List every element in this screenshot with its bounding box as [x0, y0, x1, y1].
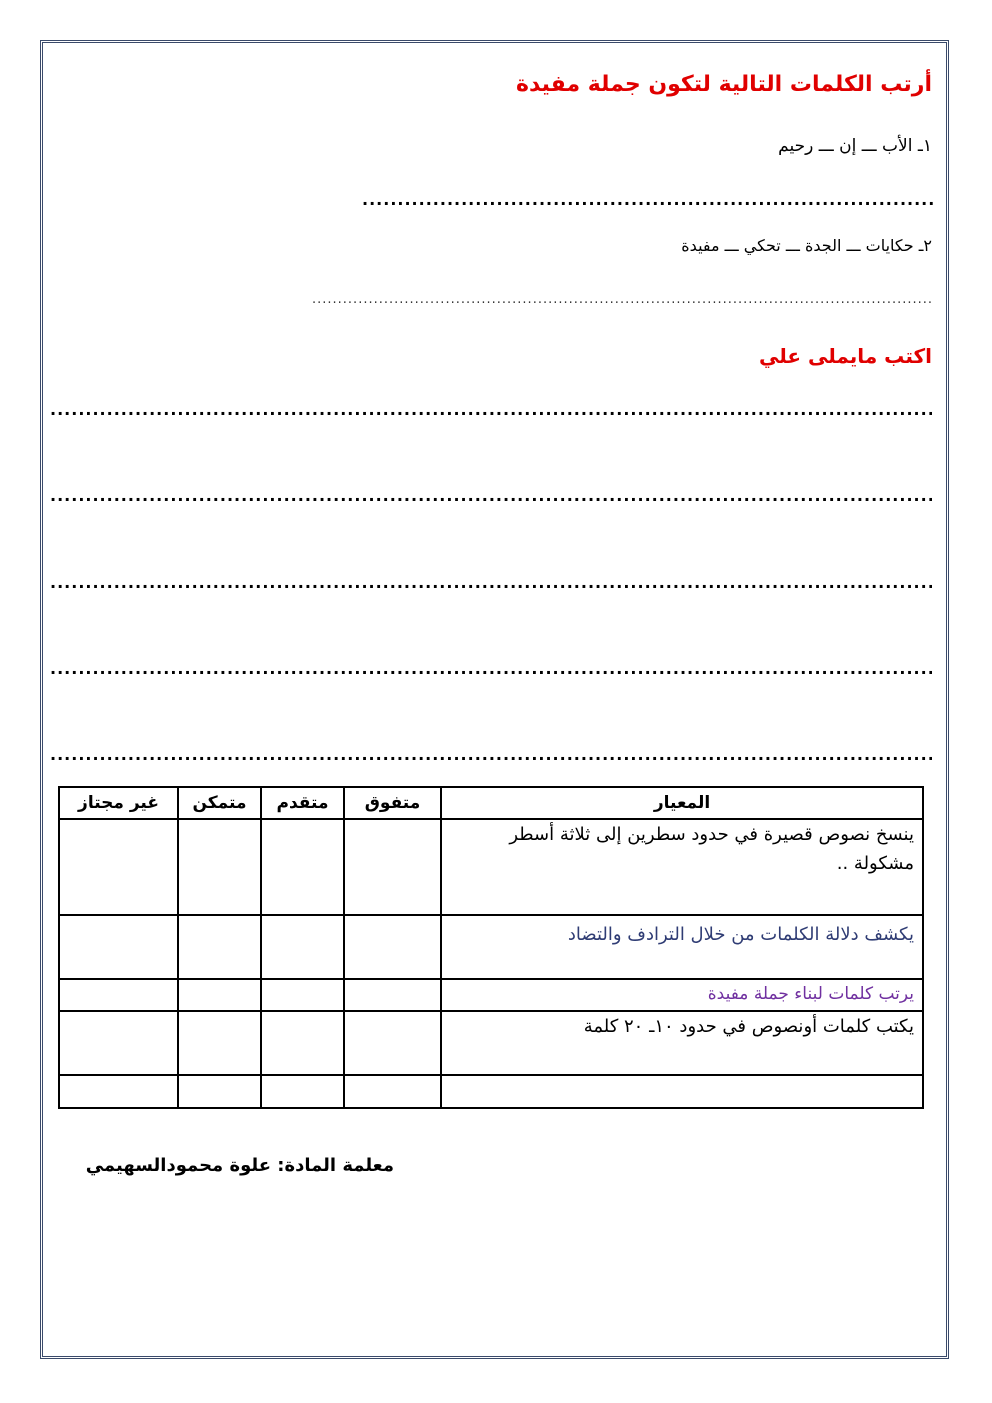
dictation-line-3[interactable]: [50, 573, 932, 592]
score-cell-advanced[interactable]: [261, 819, 344, 915]
exercise-item-1: ١ـ الأب ـــ إن ـــ رحيم: [778, 136, 932, 156]
criterion-cell: ينسخ نصوص قصيرة في حدود سطرين إلى ثلاثة أسطر مشكولة ..: [441, 819, 923, 915]
criterion-cell: يكتب كلمات أونصوص في حدود ١٠ـ ٢٠ كلمة: [441, 1011, 923, 1075]
score-cell-advanced[interactable]: [261, 915, 344, 979]
score-cell-advanced[interactable]: [261, 1075, 344, 1108]
header-not-passed: غير مجتاز: [59, 787, 178, 819]
header-criterion: المعيار: [441, 787, 923, 819]
score-cell-not-passed[interactable]: [59, 915, 178, 979]
dictation-line-5[interactable]: [50, 745, 932, 764]
table-row: [59, 1011, 923, 1075]
score-cell-excellent[interactable]: [344, 1011, 441, 1075]
score-cell-not-passed[interactable]: [59, 979, 178, 1011]
score-cell-not-passed[interactable]: [59, 1011, 178, 1075]
dictation-line-4[interactable]: [50, 659, 932, 678]
score-cell-not-passed[interactable]: [59, 819, 178, 915]
teacher-signature: معلمة المادة: علوة محمودالسهيمي: [85, 1155, 394, 1176]
score-cell-advanced[interactable]: [261, 1011, 344, 1075]
criterion-cell: يكشف دلالة الكلمات من خلال الترادف والتضاد: [441, 915, 923, 979]
score-cell-excellent[interactable]: [344, 1075, 441, 1108]
section-title-dictation: اكتب مايملى علي: [758, 344, 932, 368]
criterion-cell: [441, 1075, 923, 1108]
score-cell-excellent[interactable]: [344, 819, 441, 915]
score-cell-proficient[interactable]: [178, 915, 261, 979]
score-cell-excellent[interactable]: [344, 915, 441, 979]
section-title-arrange-words: أرتب الكلمات التالية لتكون جملة مفيدة: [515, 72, 932, 97]
header-excellent: متفوق: [344, 787, 441, 819]
answer-line-1[interactable]: [362, 190, 934, 209]
table-row: [59, 979, 923, 1011]
score-cell-proficient[interactable]: [178, 1011, 261, 1075]
score-cell-proficient[interactable]: [178, 979, 261, 1011]
score-cell-advanced[interactable]: [261, 979, 344, 1011]
dictation-line-1[interactable]: [50, 400, 932, 419]
exercise-item-2: ٢ـ حكايات ـــ الجدة ـــ تحكي ـــ مفيدة: [681, 236, 932, 255]
dictation-line-2[interactable]: [50, 486, 932, 505]
table-row: [59, 1075, 923, 1108]
table-row: [59, 819, 923, 915]
assessment-rubric-table: [58, 786, 924, 1109]
score-cell-excellent[interactable]: [344, 979, 441, 1011]
header-advanced: متقدم: [261, 787, 344, 819]
score-cell-proficient[interactable]: [178, 1075, 261, 1108]
header-proficient: متمكن: [178, 787, 261, 819]
table-row: [59, 915, 923, 979]
criterion-cell: يرتب كلمات لبناء جملة مفيدة: [441, 979, 923, 1011]
score-cell-not-passed[interactable]: [59, 1075, 178, 1108]
score-cell-proficient[interactable]: [178, 819, 261, 915]
rubric-header-row: [59, 787, 923, 819]
answer-line-2[interactable]: [312, 292, 932, 307]
